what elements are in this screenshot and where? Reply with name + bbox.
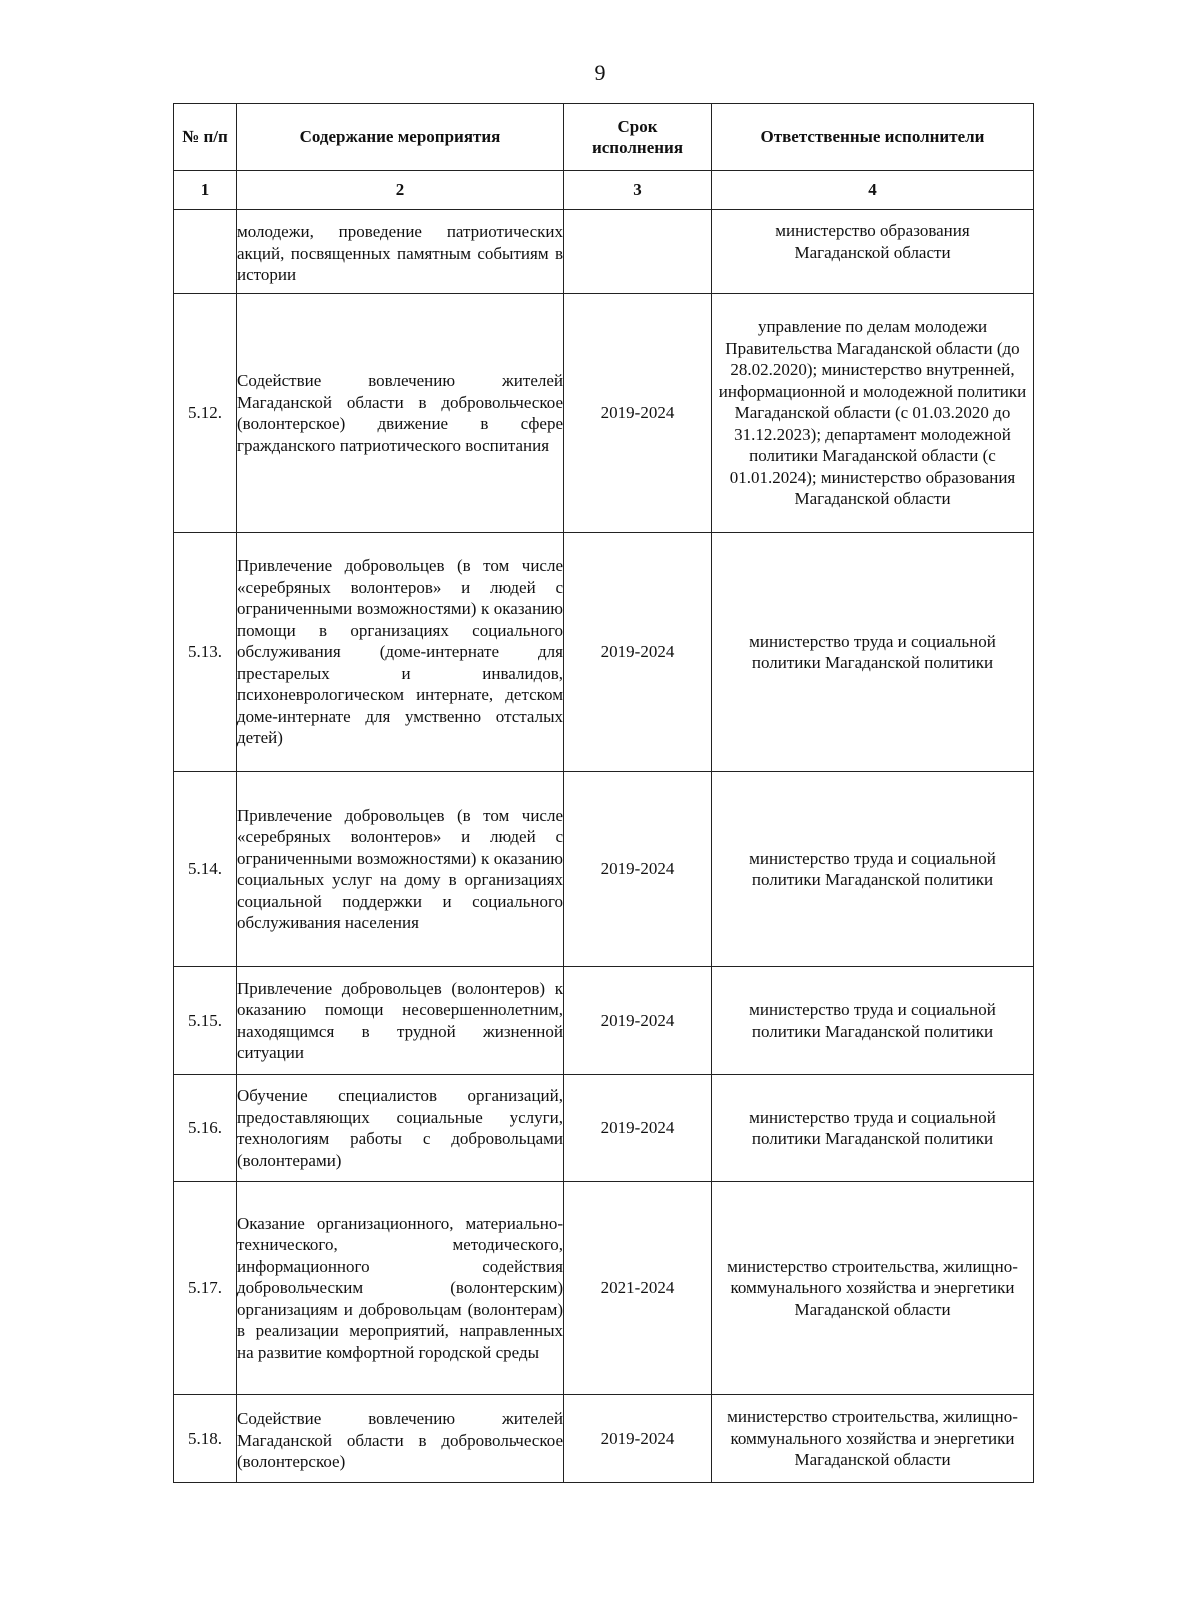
- row-number: 5.14.: [174, 772, 237, 967]
- row-content: Содействие вовлечению жителей Магаданской области в добровольческое (волонтерское) движение в сфере гражданского патриотического воспитания: [237, 294, 564, 533]
- header-term: Срок исполнения: [564, 104, 712, 171]
- column-number: 3: [564, 171, 712, 210]
- row-term: 2021-2024: [564, 1182, 712, 1395]
- header-content: Содержание мероприятия: [237, 104, 564, 171]
- row-term: 2019-2024: [564, 294, 712, 533]
- table-row: [174, 967, 1034, 1075]
- page-number: 9: [594, 60, 606, 85]
- row-term: 2019-2024: [564, 1395, 712, 1483]
- row-number: 5.18.: [174, 1395, 237, 1483]
- row-content: Привлечение добровольцев (в том числе «серебряных волонтеров» и людей с ограниченными возможностями) к оказанию помощи в организациях социального обслуживания (доме-интернате для престарелых и инвалидов, психоневрологическом интернате, детском доме-интернате для умственно отсталых детей): [237, 533, 564, 772]
- table-row: [174, 1395, 1034, 1483]
- row-number: [174, 210, 237, 294]
- row-responsible: министерство строительства, жилищно-коммунального хозяйства и энергетики Магаданской области: [712, 1182, 1034, 1395]
- row-term: 2019-2024: [564, 1075, 712, 1182]
- table-row: [174, 772, 1034, 967]
- row-responsible: министерство труда и социальной политики Магаданской политики: [712, 1075, 1034, 1182]
- row-content: Привлечение добровольцев (волонтеров) к оказанию помощи несовершеннолетним, находящимся в трудной жизненной ситуации: [237, 967, 564, 1075]
- table-row: [174, 1182, 1034, 1395]
- row-term: 2019-2024: [564, 967, 712, 1075]
- row-term: 2019-2024: [564, 533, 712, 772]
- row-responsible: министерство строительства, жилищно-коммунального хозяйства и энергетики Магаданской области: [712, 1395, 1034, 1483]
- row-responsible: министерство труда и социальной политики Магаданской политики: [712, 772, 1034, 967]
- row-number: 5.12.: [174, 294, 237, 533]
- table-row: [174, 210, 1034, 294]
- row-term: [564, 210, 712, 294]
- row-number: 5.17.: [174, 1182, 237, 1395]
- row-term: 2019-2024: [564, 772, 712, 967]
- header-responsible: Ответственные исполнители: [712, 104, 1034, 171]
- header-number: № п/п: [174, 104, 237, 171]
- table-row: [174, 533, 1034, 772]
- column-number: 4: [712, 171, 1034, 210]
- row-content: Привлечение добровольцев (в том числе «серебряных волонтеров» и людей с ограниченными возможностями) к оказанию социальных услуг на дому в организациях социальной поддержки и социального обслуживания населения: [237, 772, 564, 967]
- table-row: [174, 294, 1034, 533]
- row-number: 5.13.: [174, 533, 237, 772]
- column-number: 1: [174, 171, 237, 210]
- row-content: Обучение специалистов организаций, предоставляющих социальные услуги, технологиям работы с добровольцами (волонтерами): [237, 1075, 564, 1182]
- row-content: молодежи, проведение патриотических акций, посвященных памятным событиям в истории: [237, 210, 564, 294]
- row-responsible: управление по делам молодежи Правительства Магаданской области (до 28.02.2020); министерство внутренней, информационной и молодежной политики Магаданской области (с 01.03.2020 до 31.12.2023); департамент молодежной политики Магаданской области (с 01.01.2024); министерство образования Магаданской области: [712, 294, 1034, 533]
- table-row: [174, 1075, 1034, 1182]
- table-header-row: [174, 104, 1034, 171]
- row-responsible: министерство труда и социальной политики Магаданской политики: [712, 533, 1034, 772]
- column-number-row: [174, 171, 1034, 210]
- activities-table: [173, 103, 1034, 1483]
- row-number: 5.16.: [174, 1075, 237, 1182]
- row-number: 5.15.: [174, 967, 237, 1075]
- row-responsible: министерство труда и социальной политики Магаданской политики: [712, 967, 1034, 1075]
- column-number: 2: [237, 171, 564, 210]
- row-content: Оказание организационного, материально-технического, методического, информационного содействия добровольческим (волонтерским) организациям и добровольцам (волонтерам) в реализации мероприятий, направленных на развитие комфортной городской среды: [237, 1182, 564, 1395]
- row-content: Содействие вовлечению жителей Магаданской области в добровольческое (волонтерское): [237, 1395, 564, 1483]
- row-responsible: министерство образования Магаданской области: [712, 210, 1034, 294]
